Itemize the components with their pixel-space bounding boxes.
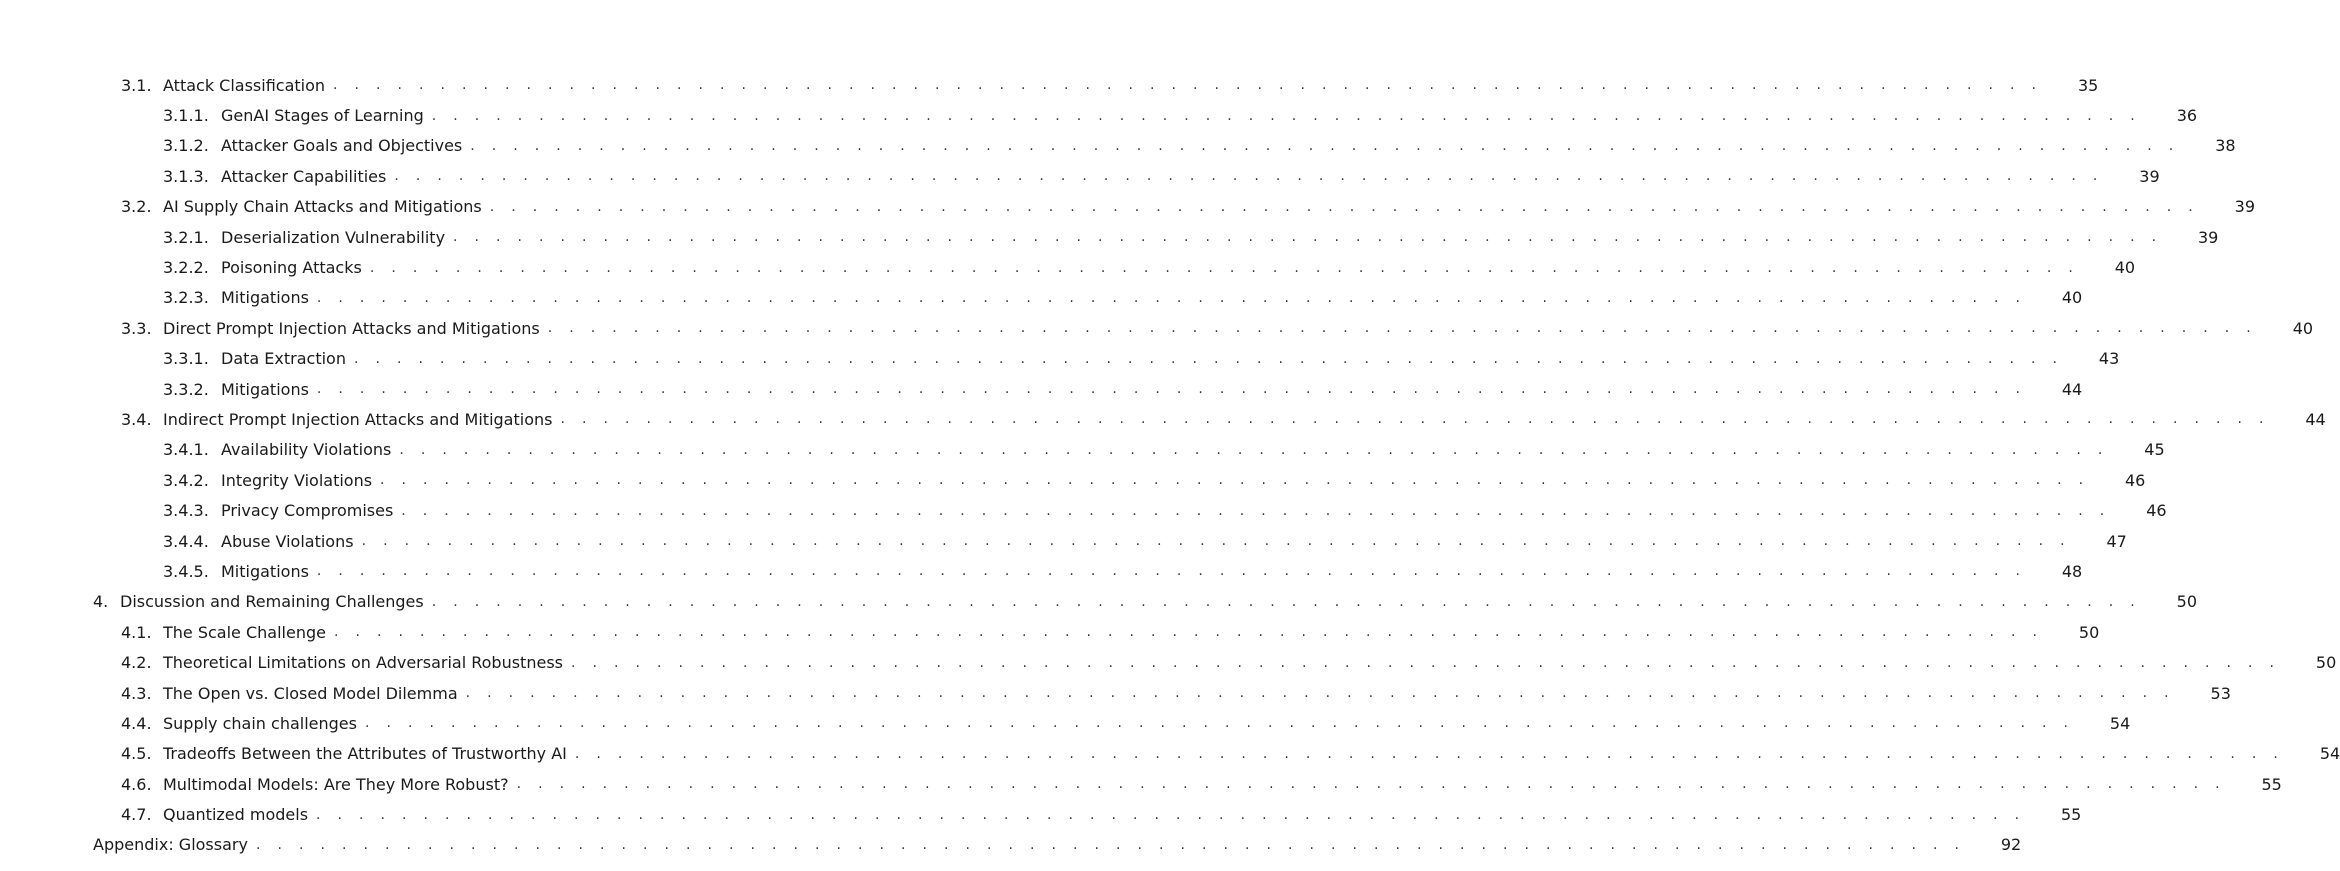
- dot-leader: . . . . . . . . . . . . . . . . . . . . . . . . . . . . . . . . . . . . . . . . . . . . . . . . . . . . . . . . . . . . . . . . . . . . . . . . . . . . . . . .: [560, 411, 2270, 428]
- toc-entry[interactable]: [0, 495, 2167, 525]
- dot-leader: . . . . . . . . . . . . . . . . . . . . . . . . . . . . . . . . . . . . . . . . . . . . . . . . . . . . . . . . . . . . . . . . . . . . . . . . . . . . . . . .: [431, 107, 2142, 124]
- dot-leader: . . . . . . . . . . . . . . . . . . . . . . . . . . . . . . . . . . . . . . . . . . . . . . . . . . . . . . . . . . . . . . . . . . . . . . . . . . . . . . . .: [399, 441, 2109, 458]
- toc-entry-number: 4.1.: [121, 622, 152, 642]
- toc-entry-page-number[interactable]: 36: [2176, 106, 2198, 126]
- toc-entry-title[interactable]: Privacy Compromises: [221, 501, 401, 520]
- toc-entry-title[interactable]: Supply chain challenges: [163, 714, 365, 733]
- toc-entry-page-number[interactable]: 38: [2215, 136, 2236, 156]
- toc-entry-title[interactable]: GenAI Stages of Learning: [221, 106, 432, 125]
- toc-entry[interactable]: [0, 344, 2120, 374]
- toc-entry[interactable]: [0, 100, 2198, 130]
- dot-leader: . . . . . . . . . . . . . . . . . . . . . . . . . . . . . . . . . . . . . . . . . . . . . . . . . . . . . . . . . . . . . . . . . . . . . . . . . . . . . . . .: [574, 745, 2285, 762]
- toc-entry-page-number[interactable]: 53: [2210, 683, 2231, 703]
- toc-entry-page-number[interactable]: 40: [2061, 288, 2083, 308]
- toc-entry-title[interactable]: Tradeoffs Between the Attributes of Trustworthy AI: [163, 744, 575, 763]
- toc-entry-page-number[interactable]: 47: [2106, 531, 2127, 551]
- toc-entry[interactable]: [0, 313, 2314, 343]
- toc-entry-number: 3.4.: [121, 409, 152, 429]
- toc-entry-title[interactable]: Mitigations: [221, 288, 317, 307]
- toc-entry[interactable]: [0, 192, 2256, 222]
- dot-leader: . . . . . . . . . . . . . . . . . . . . . . . . . . . . . . . . . . . . . . . . . . . . . . . . . . . . . . . . . . . . . . . . . . . . . . . . . . . . . . . .: [353, 350, 2064, 367]
- toc-entry-page-number[interactable]: 54: [2109, 713, 2131, 733]
- toc-entry-number: 3.4.1.: [163, 440, 209, 460]
- toc-entry-title[interactable]: AI Supply Chain Attacks and Mitigations: [163, 197, 490, 216]
- toc-entry-page-number[interactable]: 50: [2315, 653, 2337, 673]
- toc-entry-number: 4.3.: [121, 683, 152, 703]
- toc-entry-page-number[interactable]: 55: [2261, 774, 2282, 794]
- dot-leader: . . . . . . . . . . . . . . . . . . . . . . . . . . . . . . . . . . . . . . . . . . . . . . . . . . . . . . . . . . . . . . . . . . . . . . . . . . . . . . . .: [364, 715, 2075, 732]
- toc-entry-number: 4.6.: [121, 774, 152, 794]
- toc-entry-title[interactable]: The Open vs. Closed Model Dilemma: [163, 684, 466, 703]
- toc-entry[interactable]: [0, 678, 2231, 708]
- toc-entry-title[interactable]: Quantized models: [163, 805, 316, 824]
- toc-entry[interactable]: [0, 799, 2082, 829]
- toc-entry-page-number[interactable]: 48: [2061, 561, 2083, 581]
- toc-entry[interactable]: [0, 222, 2219, 252]
- toc-entry-title[interactable]: Integrity Violations: [221, 471, 380, 490]
- toc-entry-number: 3.4.4.: [163, 531, 209, 551]
- toc-entry-page-number[interactable]: 46: [2146, 501, 2167, 521]
- toc-entry-title[interactable]: Direct Prompt Injection Attacks and Mitigations: [163, 319, 548, 338]
- dot-leader: . . . . . . . . . . . . . . . . . . . . . . . . . . . . . . . . . . . . . . . . . . . . . . . . . . . . . . . . . . . . . . . . . . . . . . . . . . . . . . . .: [431, 593, 2142, 610]
- toc-entry-number: 3.4.2.: [163, 470, 209, 490]
- dot-leader: . . . . . . . . . . . . . . . . . . . . . . . . . . . . . . . . . . . . . . . . . . . . . . . . . . . . . . . . . . . . . . . . . . . . . . . . . . . . . . . .: [316, 289, 2027, 306]
- toc-entry-title[interactable]: Theoretical Limitations on Adversarial Robustness: [163, 653, 571, 672]
- toc-entry-title[interactable]: The Scale Challenge: [163, 623, 334, 642]
- toc-entry[interactable]: [0, 465, 2146, 495]
- dot-leader: . . . . . . . . . . . . . . . . . . . . . . . . . . . . . . . . . . . . . . . . . . . . . . . . . . . . . . . . . . . . . . . . . . . . . . . . . . . . . . . .: [316, 381, 2027, 398]
- toc-entry-page-number[interactable]: 39: [2197, 227, 2219, 247]
- toc-entry-number: 3.2.2.: [163, 258, 209, 278]
- dot-leader: . . . . . . . . . . . . . . . . . . . . . . . . . . . . . . . . . . . . . . . . . . . . . . . . . . . . . . . . . . . . . . . . . . . . . . . . . . . . . . . .: [489, 198, 2200, 215]
- toc-entry-number: 4.2.: [121, 653, 152, 673]
- toc-entry-title[interactable]: Mitigations: [221, 380, 317, 399]
- toc-entry-page-number[interactable]: 55: [2060, 805, 2082, 825]
- toc-entry[interactable]: [0, 769, 2282, 799]
- toc-entry-number: 3.1.3.: [163, 166, 209, 186]
- dot-leader: . . . . . . . . . . . . . . . . . . . . . . . . . . . . . . . . . . . . . . . . . . . . . . . . . . . . . . . . . . . . . . . . . . . . . . . . . . . . . . . .: [401, 502, 2111, 519]
- toc-entry-title[interactable]: Multimodal Models: Are They More Robust?: [163, 775, 517, 794]
- toc-entry-number: 3.2.3.: [163, 288, 209, 308]
- toc-entry-page-number[interactable]: 39: [2139, 166, 2160, 186]
- toc-entry-title[interactable]: Abuse Violations: [221, 532, 362, 551]
- dot-leader: . . . . . . . . . . . . . . . . . . . . . . . . . . . . . . . . . . . . . . . . . . . . . . . . . . . . . . . . . . . . . . . . . . . . . . . . . . . . . . . .: [369, 259, 2080, 276]
- toc-entry[interactable]: [0, 708, 2131, 738]
- toc-entry-title[interactable]: Appendix: Glossary: [93, 835, 256, 854]
- toc-entry[interactable]: [0, 131, 2236, 161]
- toc-entry-title[interactable]: Discussion and Remaining Challenges: [120, 592, 432, 611]
- dot-leader: . . . . . . . . . . . . . . . . . . . . . . . . . . . . . . . . . . . . . . . . . . . . . . . . . . . . . . . . . . . . . . . . . . . . . . . . . . . . . . . .: [394, 168, 2104, 185]
- dot-leader: . . . . . . . . . . . . . . . . . . . . . . . . . . . . . . . . . . . . . . . . . . . . . . . . . . . . . . . . . . . . . . . . . . . . . . . . . . . . . . . .: [465, 685, 2175, 701]
- toc-entry-number: 4.: [93, 592, 109, 612]
- toc-entry[interactable]: [0, 404, 2326, 434]
- toc-entry-title[interactable]: Poisoning Attacks: [221, 258, 370, 277]
- toc-entry-page-number[interactable]: 46: [2124, 470, 2146, 490]
- toc-entry-number: 4.7.: [121, 805, 152, 825]
- toc-entry-title[interactable]: Indirect Prompt Injection Attacks and Mitigations: [163, 410, 560, 429]
- toc-entry[interactable]: [0, 161, 2160, 191]
- toc-entry[interactable]: [0, 739, 2340, 769]
- toc-entry-number: 4.4.: [121, 713, 152, 733]
- dot-leader: . . . . . . . . . . . . . . . . . . . . . . . . . . . . . . . . . . . . . . . . . . . . . . . . . . . . . . . . . . . . . . . . . . . . . . . . . . . . . . . .: [453, 229, 2163, 246]
- toc-entry-number: 3.2.1.: [163, 227, 209, 247]
- dot-leader: . . . . . . . . . . . . . . . . . . . . . . . . . . . . . . . . . . . . . . . . . . . . . . . . . . . . . . . . . . . . . . . . . . . . . . . . . . . . . . . .: [316, 563, 2027, 580]
- toc-entry-page-number[interactable]: 50: [2176, 592, 2198, 612]
- dot-leader: . . . . . . . . . . . . . . . . . . . . . . . . . . . . . . . . . . . . . . . . . . . . . . . . . . . . . . . . . . . . . . . . . . . . . . . . . . . . . . . .: [380, 472, 2090, 489]
- dot-leader: . . . . . . . . . . . . . . . . . . . . . . . . . . . . . . . . . . . . . . . . . . . . . . . . . . . . . . . . . . . . . . . . . . . . . . . . . . . . . . . .: [361, 533, 2071, 550]
- toc-entry-number: 3.1.2.: [163, 136, 209, 156]
- toc-entry[interactable]: [0, 283, 2083, 313]
- toc-entry[interactable]: [0, 374, 2083, 404]
- dot-leader: . . . . . . . . . . . . . . . . . . . . . . . . . . . . . . . . . . . . . . . . . . . . . . . . . . . . . . . . . . . . . . . . . . . . . . . . . . . . . . . .: [255, 836, 1966, 853]
- toc-entry-number: 3.3.1.: [163, 349, 209, 369]
- toc-entry-number: 3.3.: [121, 318, 152, 338]
- toc-entry-title[interactable]: Availability Violations: [221, 440, 399, 459]
- toc-entry-title[interactable]: Attacker Goals and Objectives: [221, 136, 470, 155]
- toc-entry-title[interactable]: Attacker Capabilities: [221, 167, 394, 186]
- toc-entry-page-number[interactable]: 92: [2000, 835, 2022, 855]
- toc-entry[interactable]: [0, 252, 2136, 282]
- toc-entry-number: 3.2.: [121, 197, 152, 217]
- toc-entry-number: 3.1.: [121, 75, 152, 95]
- toc-entry-number: 3.3.2.: [163, 379, 209, 399]
- toc-entry[interactable]: [0, 617, 2100, 647]
- toc-entry[interactable]: [0, 556, 2083, 586]
- dot-leader: . . . . . . . . . . . . . . . . . . . . . . . . . . . . . . . . . . . . . . . . . . . . . . . . . . . . . . . . . . . . . . . . . . . . . . . . . . . . . . . .: [316, 806, 2026, 823]
- toc-entry[interactable]: [0, 70, 2099, 100]
- toc-entry-number: 3.4.3.: [163, 501, 209, 521]
- toc-entry[interactable]: [0, 526, 2127, 556]
- toc-entry-page-number[interactable]: 43: [2098, 349, 2120, 369]
- toc-entry-page-number[interactable]: 40: [2292, 318, 2314, 338]
- dot-leader: . . . . . . . . . . . . . . . . . . . . . . . . . . . . . . . . . . . . . . . . . . . . . . . . . . . . . . . . . . . . . . . . . . . . . . . . . . . . . . . .: [333, 624, 2044, 641]
- toc-entry-page-number[interactable]: 45: [2144, 440, 2165, 460]
- toc-entry-page-number[interactable]: 50: [2078, 622, 2100, 642]
- toc-entry[interactable]: [0, 830, 2022, 860]
- toc-entry-page-number[interactable]: 44: [2305, 409, 2326, 429]
- toc-entry-number: 3.4.5.: [163, 561, 209, 581]
- toc-entry[interactable]: [0, 435, 2165, 465]
- dot-leader: . . . . . . . . . . . . . . . . . . . . . . . . . . . . . . . . . . . . . . . . . . . . . . . . . . . . . . . . . . . . . . . . . . . . . . . . . . . . . . . .: [570, 654, 2281, 671]
- toc-entry-page-number[interactable]: 54: [2319, 744, 2340, 764]
- toc-entry-number: 3.1.1.: [163, 106, 209, 126]
- toc-entry[interactable]: [0, 587, 2198, 617]
- toc-entry[interactable]: [0, 647, 2337, 677]
- toc-entry-title[interactable]: Attack Classification: [163, 76, 333, 95]
- table-of-contents: [0, 70, 2340, 860]
- toc-entry-title[interactable]: Mitigations: [221, 562, 317, 581]
- dot-leader: . . . . . . . . . . . . . . . . . . . . . . . . . . . . . . . . . . . . . . . . . . . . . . . . . . . . . . . . . . . . . . . . . . . . . . . . . . . . . . . .: [547, 320, 2258, 337]
- dot-leader: . . . . . . . . . . . . . . . . . . . . . . . . . . . . . . . . . . . . . . . . . . . . . . . . . . . . . . . . . . . . . . . . . . . . . . . . . . . . . . . .: [516, 776, 2226, 793]
- toc-entry-title[interactable]: Data Extraction: [221, 349, 354, 368]
- dot-leader: . . . . . . . . . . . . . . . . . . . . . . . . . . . . . . . . . . . . . . . . . . . . . . . . . . . . . . . . . . . . . . . . . . . . . . . . . . . . . . . .: [333, 77, 2043, 94]
- toc-entry-number: 4.5.: [121, 744, 152, 764]
- toc-entry-page-number[interactable]: 44: [2061, 379, 2083, 399]
- toc-entry-page-number[interactable]: 35: [2077, 75, 2099, 95]
- toc-entry-page-number[interactable]: 39: [2234, 197, 2256, 217]
- toc-entry-page-number[interactable]: 40: [2114, 258, 2136, 278]
- toc-entry-title[interactable]: Deserialization Vulnerability: [221, 228, 453, 247]
- dot-leader: . . . . . . . . . . . . . . . . . . . . . . . . . . . . . . . . . . . . . . . . . . . . . . . . . . . . . . . . . . . . . . . . . . . . . . . . . . . . . . . .: [470, 137, 2180, 154]
